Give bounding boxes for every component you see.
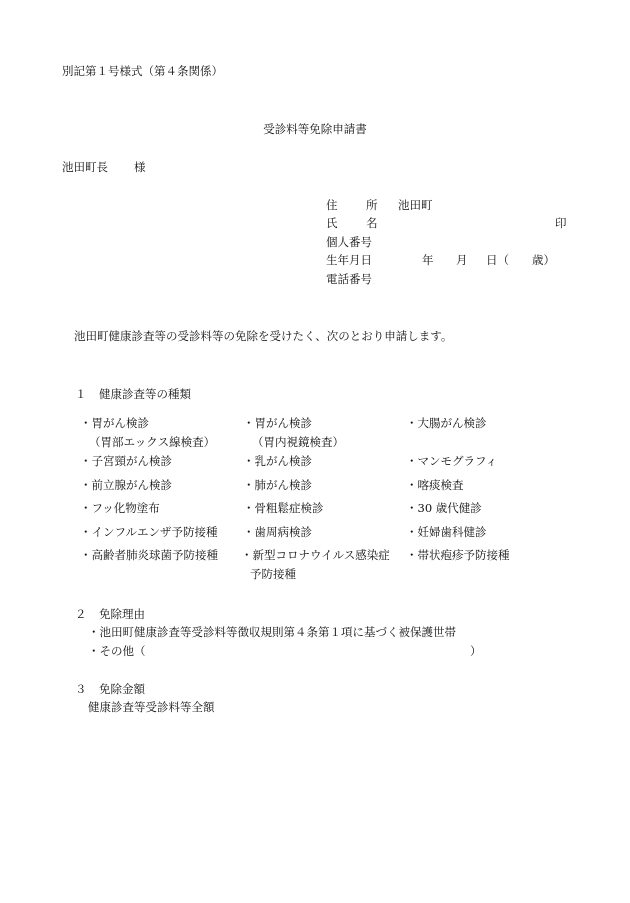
exam-item: ・インフルエンザ予防接種 <box>80 525 218 539</box>
section-2-heading <box>75 609 145 621</box>
section-3-title: 免除金額 <box>99 682 145 696</box>
addressee-honorific: 様 <box>134 160 146 174</box>
seal-mark: 印 <box>555 216 567 230</box>
phone-key: 電話番号 <box>326 272 372 286</box>
exam-item: ・フッ化物塗布 <box>80 501 160 515</box>
exam-item: ・マンモグラフィ <box>406 454 498 468</box>
section-3-number: ３ <box>75 682 87 696</box>
age-label: 歳） <box>532 253 555 267</box>
addressee-name: 池田町長 <box>62 160 108 174</box>
exam-item: ・肺がん検診 <box>243 478 312 492</box>
exam-item: ・大腸がん検診 <box>406 416 487 430</box>
address-key-2: 所 <box>366 198 378 212</box>
section-2-title: 免除理由 <box>99 607 145 621</box>
birth-month-label: 月 <box>456 253 468 267</box>
exam-item: ・30 歳代健診 <box>406 501 482 515</box>
exam-item: ・帯状疱疹予防接種 <box>406 548 510 562</box>
birthdate-key: 生年月日 <box>326 253 372 267</box>
exam-item: ・歯周病検診 <box>243 525 312 539</box>
address-value: 池田町 <box>398 198 433 212</box>
addressee <box>62 162 146 174</box>
exam-item: ・妊婦歯科健診 <box>406 525 487 539</box>
intro-text: 池田町健康診査等の受診料等の免除を受けたく、次のとおり申請します。 <box>74 329 453 343</box>
exam-item: ・高齢者肺炎球菌予防接種 <box>80 548 218 562</box>
exam-item-note: 予防接種 <box>250 567 296 581</box>
document-title: 受診料等免除申請書 <box>263 122 367 136</box>
name-key-1: 氏 <box>326 216 338 230</box>
address-key-1: 住 <box>326 198 338 212</box>
personal-number-key: 個人番号 <box>326 235 372 249</box>
section-1-title: 健康診査等の種類 <box>99 387 191 401</box>
exam-item: ・喀痰検査 <box>406 478 464 492</box>
reason-item-welfare: ・池田町健康診査等受診料等徴収規則第４条第１項に基づく被保護世帯 <box>88 625 456 639</box>
name-key-2: 名 <box>366 216 378 230</box>
exam-item: ・胃がん検診 <box>243 416 312 430</box>
section-3-heading <box>75 684 145 696</box>
exam-item-note: （胃内視鏡検査） <box>252 435 344 449</box>
exam-item: ・胃がん検診 <box>80 416 149 430</box>
reason-other-close: ） <box>470 644 482 658</box>
exam-item: ・前立腺がん検診 <box>80 478 172 492</box>
section-1-heading <box>75 389 191 401</box>
reason-other-label: ・その他（ <box>88 644 146 658</box>
exam-item-note: （胃部エックス線検査） <box>89 435 216 449</box>
exemption-amount: 健康診査等受診料等全額 <box>88 700 215 714</box>
exam-item: ・子宮頸がん検診 <box>80 454 172 468</box>
exam-item: ・乳がん検診 <box>243 454 312 468</box>
birth-day-label: 日（ <box>486 253 509 267</box>
reason-item-other <box>88 646 146 658</box>
exam-item: ・新型コロナウイルス感染症 <box>241 548 390 562</box>
section-1-number: １ <box>75 387 87 401</box>
birth-year-label: 年 <box>422 253 434 267</box>
section-2-number: ２ <box>75 607 87 621</box>
exam-item: ・骨粗鬆症検診 <box>243 501 324 515</box>
form-label: 別記第１号様式（第４条関係） <box>62 64 223 78</box>
